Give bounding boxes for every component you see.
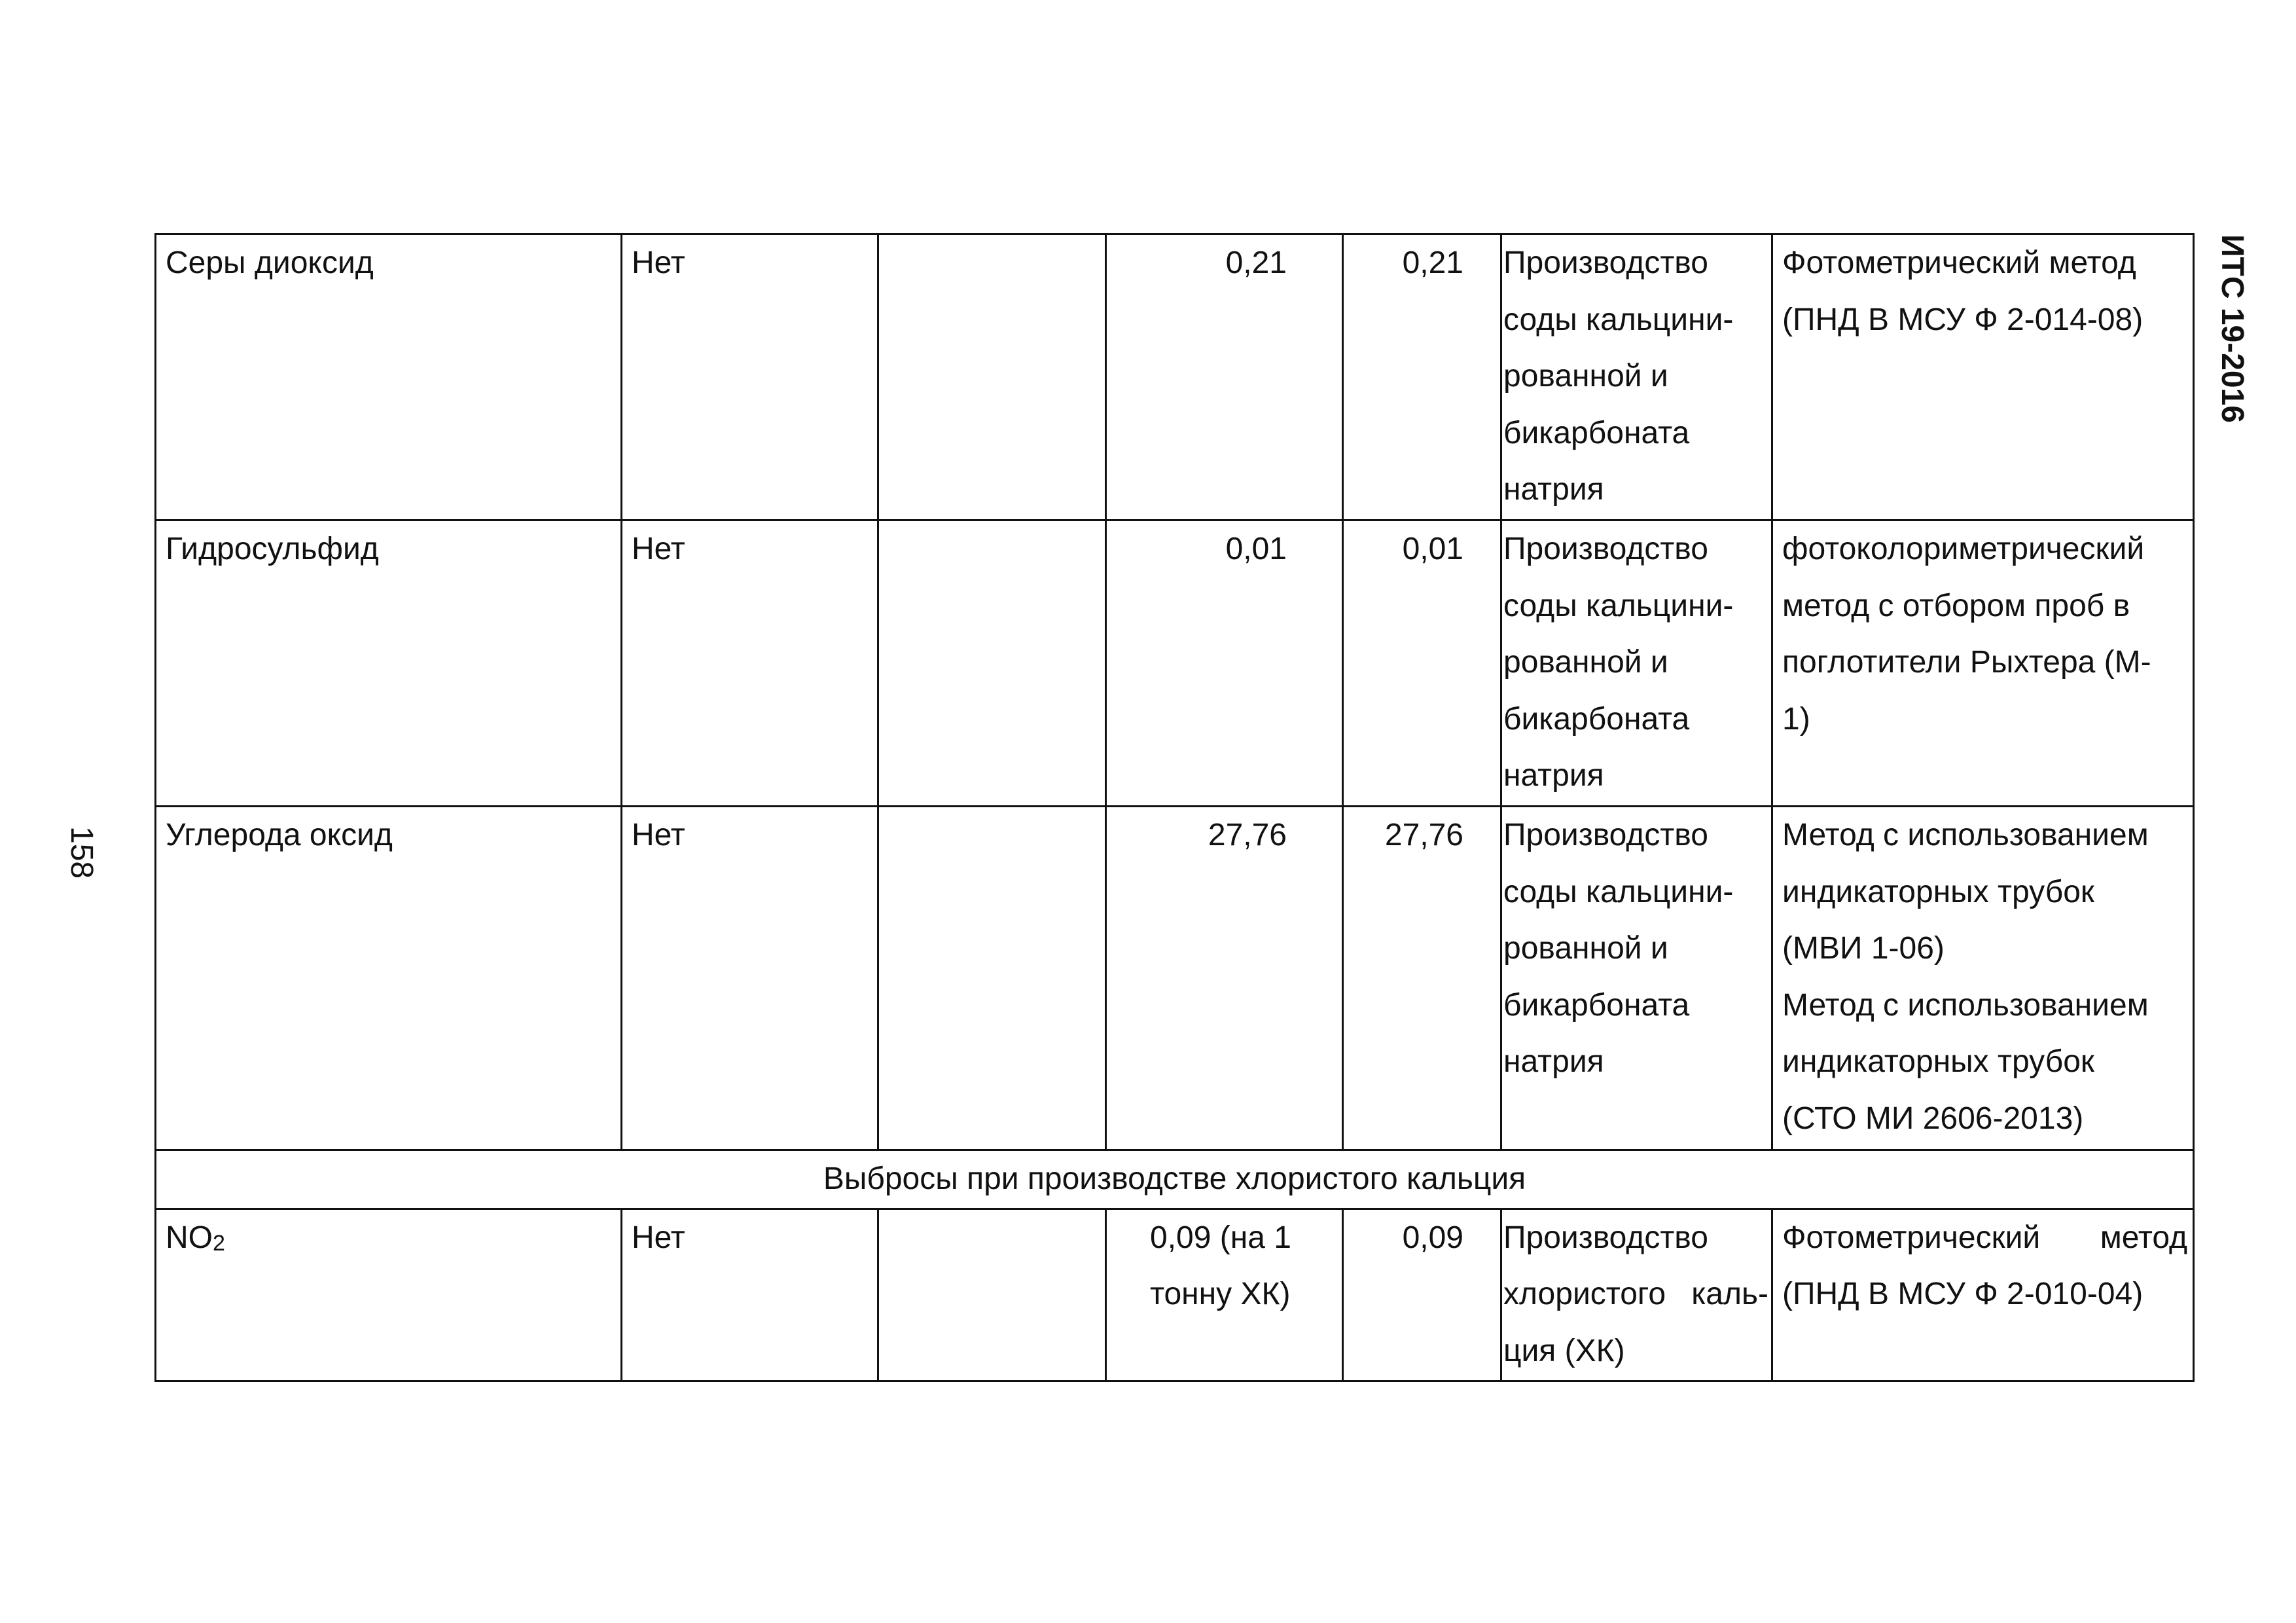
emissions-table [154,233,2195,1382]
method-line: Метод с использованием [1782,987,2149,1023]
method-line: 1) [1782,701,1810,737]
section-header-row [156,1150,2194,1209]
table-row [156,520,2194,807]
production-line: соды кальцини- [1503,588,1734,623]
value-a-cell: 0,21 [1106,234,1343,520]
method-line: индикаторных трубок [1782,1044,2094,1079]
section-title: Выбросы при производстве хлористого кальция [156,1150,2194,1209]
method-line: (СТО МИ 2606-2013) [1782,1101,2084,1136]
method-line: (МВИ 1-06) [1782,931,1945,966]
method-cell [1772,520,2194,807]
method-line: Фотометрический метод [1782,246,2136,280]
substance-subscript: 2 [213,1230,225,1256]
substance-cell: Серы диоксид [156,234,622,520]
method-cell [1772,1209,2194,1381]
method-line: Фотометрический метод [1782,1220,2187,1255]
empty-cell [878,1209,1106,1381]
production-line: натрия [1503,1044,1604,1079]
production-line: бикарбоната [1503,415,1690,450]
production-line: рованной и [1503,931,1668,966]
table-row [156,234,2194,520]
production-cell [1501,520,1772,807]
production-line: Производство [1503,1220,1708,1255]
value-a-cell [1106,1209,1343,1381]
production-line: натрия [1503,758,1604,793]
table-row [156,807,2194,1150]
production-line: ция (ХК) [1503,1333,1625,1368]
empty-cell [878,520,1106,807]
production-cell [1501,234,1772,520]
substance-cell: Углерода оксид [156,807,622,1150]
method-line: метод с отбором проб в [1782,588,2130,623]
production-line: Производство [1503,246,1708,280]
production-line: Производство [1503,532,1708,566]
production-line: Производство [1503,818,1708,852]
production-line: бикарбоната [1503,987,1690,1023]
value-b-cell: 0,09 [1343,1209,1501,1381]
production-line: рованной и [1503,359,1668,393]
production-cell [1501,1209,1772,1381]
method-cell [1772,807,2194,1150]
empty-cell [878,807,1106,1150]
flag-cell: Нет [622,807,878,1150]
method-line: фотоколориметрический [1782,532,2145,566]
value-b-cell: 0,01 [1343,520,1501,807]
value-a-line: тонну ХК) [1150,1277,1291,1311]
method-line: (ПНД В МСУ Ф 2-010-04) [1782,1277,2144,1311]
document-code: ИТС 19-2016 [2215,234,2250,423]
flag-cell: Нет [622,234,878,520]
flag-cell: Нет [622,1209,878,1381]
production-line: соды кальцини- [1503,874,1734,909]
production-line: натрия [1503,472,1604,507]
flag-cell: Нет [622,520,878,807]
value-a-cell: 27,76 [1106,807,1343,1150]
method-line: поглотители Рыхтера (М- [1782,645,2151,680]
page-number: 158 [64,826,99,879]
production-line: бикарбоната [1503,701,1690,737]
substance-formula: NO [166,1220,213,1255]
value-a-line: 0,09 (на 1 [1150,1220,1291,1255]
method-line: (ПНД В МСУ Ф 2-014-08) [1782,302,2144,337]
table-row [156,1209,2194,1381]
production-cell [1501,807,1772,1150]
empty-cell [878,234,1106,520]
production-line: соды кальцини- [1503,302,1734,337]
substance-cell: Гидросульфид [156,520,622,807]
production-line: хлористого каль- [1503,1277,1768,1311]
method-cell [1772,234,2194,520]
method-line: индикаторных трубок [1782,874,2094,909]
substance-cell [156,1209,622,1381]
value-b-cell: 27,76 [1343,807,1501,1150]
value-b-cell: 0,21 [1343,234,1501,520]
method-line: Метод с использованием [1782,818,2149,852]
production-line: рованной и [1503,645,1668,680]
value-a-cell: 0,01 [1106,520,1343,807]
